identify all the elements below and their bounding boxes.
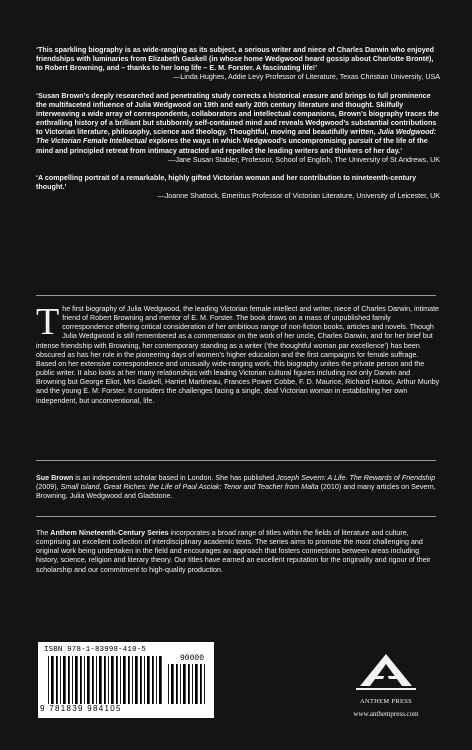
endorsement-quote [36,92,440,165]
barcode-bar [195,664,198,704]
bio-text: (2009), [36,483,59,492]
barcode-bar [135,656,138,704]
quote-attribution: —Joanne Shattock, Emeritus Professor of Victorian Literature, University of Leicester, UK [157,192,440,201]
barcode-bar [108,656,109,704]
author-name: Sue Brown [36,474,74,482]
barcode-bar [116,656,118,704]
barcode-bar [123,656,126,704]
barcode-bar [104,656,106,704]
barcode-bar [56,656,58,704]
price-code: 90000 [179,654,204,663]
barcode-bar [87,656,90,704]
author-bio [36,474,440,501]
barcode-bar [92,656,94,704]
barcode-bar [63,656,66,704]
barcode-bar [188,664,190,704]
barcode-bar [156,656,157,704]
endorsement-quote [36,174,440,201]
barcode-bar [60,656,61,704]
barcode-bar [200,664,202,704]
barcode-bar [168,664,169,704]
publisher-name: ANTHEM PRESS [359,698,413,705]
barcode-bar [152,656,154,704]
barcode-bar [147,656,150,704]
book-description [36,301,440,406]
barcode-bar [176,664,178,704]
barcode-bar [72,656,73,704]
series-blurb [36,529,440,575]
series-prefix: The [36,529,49,537]
barcode-bar [68,656,70,704]
quote-text: ‘A compelling portrait of a remarkable, highly gifted Victorian woman and her contribution to nineteenth-century thought.’ [36,173,417,192]
divider [36,295,436,296]
barcode-bar [96,656,97,704]
barcode [38,642,214,718]
quote-attribution: —Jane Susan Stabler, Professor, School of English, The University of St Andrews, UK [168,155,440,164]
barcode-bar [84,656,85,704]
barcode-bar [204,664,205,704]
barcode-bar [144,656,145,704]
bio-book-title: Joseph Severn: A Life. The Rewards of Friendship [276,474,436,482]
barcode-bar [132,656,133,704]
series-text: incorporates a broad range of titles within the fields of literature and culture, comprising an excellent collection of interdisciplinary academic texts. The series aims to promote the most challenging and original work being undertaken in the field and encourages an approach that fosters connections between areas including history, science, religion and literary theory. Our titles have earned an excellent reputation for the originality and rigour of their scholarship and our commitment to high-quality production. [36,529,431,574]
bio-book-title: Small Island, Great Riches: the Life of Paul Asciak: Tenor and Teacher from Malta [60,483,319,492]
quote-text: ‘Susan Brown’s deeply researched and penetrating study corrects a historical erasure and brings to full prominence the multifaceted influence of Julia Wedgwood on 19th and early 20th century literature and thought. Skilfully interweaving a wide array of correspondents, collaborators and intellectual companions, Brown’s biography traces the enthralling history of a brilliant but stubbornly self-contained mind and reveals Wedgwood’s substantial contributions to Victorian literature, philosophy, science and theology. Thoughtful, moving and beautifully written, [36,91,439,137]
bio-text: (2010) and many articles on Severn, Browning, Julia Wedgwood and Gladstone. [36,483,436,501]
barcode-bar [128,656,130,704]
divider [36,460,436,461]
quote-attribution: —Linda Hughes, Addie Levy Professor of Literature, Texas Christian University, USA [173,73,440,82]
barcode-bars [48,656,166,706]
barcode-bar [51,656,54,704]
barcode-bar [75,656,78,704]
endorsements [36,46,440,210]
drop-cap: T [36,301,60,343]
barcode-bar [180,664,181,704]
barcode-bar [48,656,49,704]
barcode-bar [80,656,82,704]
isbn-label: ISBN 978-1-83998-410-5 [44,646,146,654]
barcode-bar [99,656,102,704]
barcode-bar [183,664,186,704]
publisher-website: www.anthempress.com [353,710,419,718]
barcode-bar [140,656,142,704]
ean-number: 9 781839 984105 [40,704,122,713]
quote-text: explores the ways in which Wedgwood’s uncompromising pursuit of the life of the mind and principled retreat from intimacy attracted and repelled the leading writers and thinkers of her day.’ [36,137,428,155]
barcode-bar [111,656,114,704]
quote-text: ‘This sparkling biography is as wide-ranging as its subject, a serious writer and niece of Charles Darwin who enjoyed friendships with luminaries from Elizabeth Gaskell (in whose home Wedgwood heard gossip about Charlotte Brontë), to Robert Browning, and – thanks to her long life – E. M. Forster. A fascinating life!’ [36,46,434,73]
barcode-bar [159,656,162,704]
endorsement-quote [36,46,440,83]
description-text: he first biography of Julia Wedgwood, the leading Victorian female intellect and writer, niece of Charles Darwin, intimate friend of Robert Browning and mentor of E. M. Forster. The book draws on a mass of unpublished family correspondence offering critical consideration of her ambitious range of non-fiction books, articles and novels. Though Julia Wedgwood is still remembered as a commentator on the work of her uncle, Charles Darwin, and for her brief but intense friendship with Browning, her contemporary standing as a writer (‘the thoughtful woman par excellence’) has been obscured as has her role in the pioneering days of women’s higher education and the first campaigns for female suffrage. Based on her extensive correspondence and unusually wide-ranging work, this biography unites the private person and the public writer. It also looks at her many relationships with leading Victorian cultural figures including not only Darwin and Browning but George Eliot, Mrs Gaskell, Harriet Martineau, Frances Power Cobbe, F. D. Maurice, Richard Hutton, Arthur Munby and the young E. M. Forster. It considers the challenges facing a single, deaf Victorian woman in establishing her own independent, but unconventional, life. [36,305,440,405]
quote-book-title: Julia Wedgwood: The Victorian Female Intellectual [36,128,437,146]
anthem-logo-icon [352,650,420,694]
bio-text: is an independent scholar based in London. She has published [75,474,275,482]
series-name: Anthem Nineteenth-Century Series [50,529,169,537]
barcode-bar [171,664,174,704]
divider [36,516,436,517]
barcode-addon-bars [168,664,208,706]
barcode-bar [192,664,193,704]
barcode-bar [120,656,121,704]
